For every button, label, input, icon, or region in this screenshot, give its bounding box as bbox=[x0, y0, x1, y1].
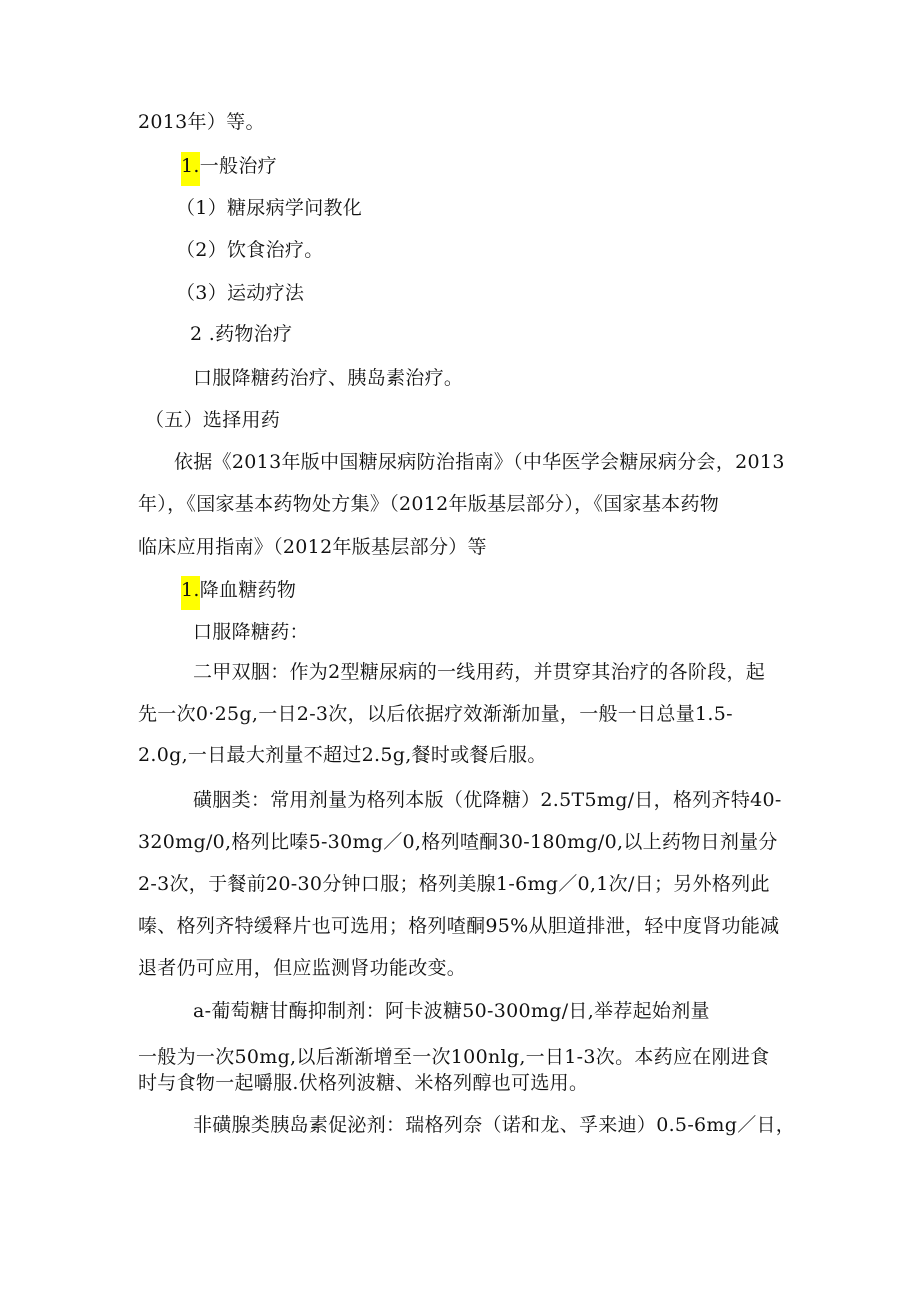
text-line: 年），《国家基本药物处方集》（2012年版基层部分），《国家基本药物 bbox=[138, 493, 720, 515]
text-line: 口服降糖药： bbox=[193, 621, 309, 643]
text-line: 时与食物一起嚼服.伏格列波糖、米格列醇也可选用。 bbox=[138, 1072, 589, 1094]
text-line: 非磺腺类胰岛素促泌剂：瑞格列奈（诺和龙、孚来迪）0.5-6mg／日， bbox=[193, 1114, 796, 1136]
highlighted-section-number: 1. bbox=[181, 576, 200, 610]
text-line: 嗪、格列齐特缓释片也可选用；格列喳酮95%从胆道排泄，轻中度肾功能减 bbox=[138, 915, 780, 937]
text-line: 二甲双胭：作为2型糖尿病的一线用药，并贯穿其治疗的各阶段，起 bbox=[193, 661, 766, 683]
section-heading-hypoglycemic-drugs bbox=[181, 576, 296, 610]
text-line: 退者仍可应用，但应监测肾功能改变。 bbox=[138, 957, 467, 979]
section-heading-text: 一般治疗 bbox=[199, 155, 277, 177]
section-heading-text: 降血糖药物 bbox=[199, 579, 297, 601]
text-line: a-葡萄糖甘酶抑制剂：阿卡波糖50-300mg/日,举荐起始剂量 bbox=[193, 1000, 710, 1022]
section-heading-select-drugs: （五）选择用药 bbox=[145, 409, 281, 431]
text-line: （1）糖尿病学问教化 bbox=[176, 197, 363, 219]
text-line: 2-3次，于餐前20-30分钟口服；格列美腺1-6mg／0,1次/日；另外格列此 bbox=[138, 873, 770, 895]
text-line: 磺胭类：常用剂量为格列本版（优降糖）2.5T5mg/日，格列齐特40- bbox=[193, 789, 782, 811]
text-line: 320mg/0,格列比嗪5-30mg／0,格列喳酮30-180mg/0,以上药物日剂量分 bbox=[138, 831, 778, 853]
text-line: 口服降糖药治疗、胰岛素治疗。 bbox=[193, 367, 464, 389]
text-line: （3）运动疗法 bbox=[176, 282, 305, 304]
text-line: 临床应用指南》（2012年版基层部分）等 bbox=[138, 536, 487, 558]
highlighted-section-number: 1. bbox=[181, 152, 200, 186]
text-line: 2013年）等。 bbox=[138, 111, 265, 133]
text-line: 2.0g,一日最大剂量不超过2.5g,餐时或餐后服。 bbox=[138, 744, 547, 766]
section-heading-general-treatment bbox=[181, 152, 277, 186]
text-line: 先一次0·25g,一日2-3次，以后依据疗效渐渐加量，一般一日总量1.5- bbox=[138, 703, 733, 725]
section-heading-drug-treatment: 2 .药物治疗 bbox=[190, 323, 293, 345]
text-line: 依据《2013年版中国糖尿病防治指南》（中华医学会糖尿病分会，2013 bbox=[174, 451, 785, 473]
text-line: 一般为一次50mg,以后渐渐增至一次100nlg,一日1-3次。本药应在刚进食 bbox=[138, 1046, 770, 1068]
text-line: （2）饮食治疗。 bbox=[176, 239, 324, 261]
